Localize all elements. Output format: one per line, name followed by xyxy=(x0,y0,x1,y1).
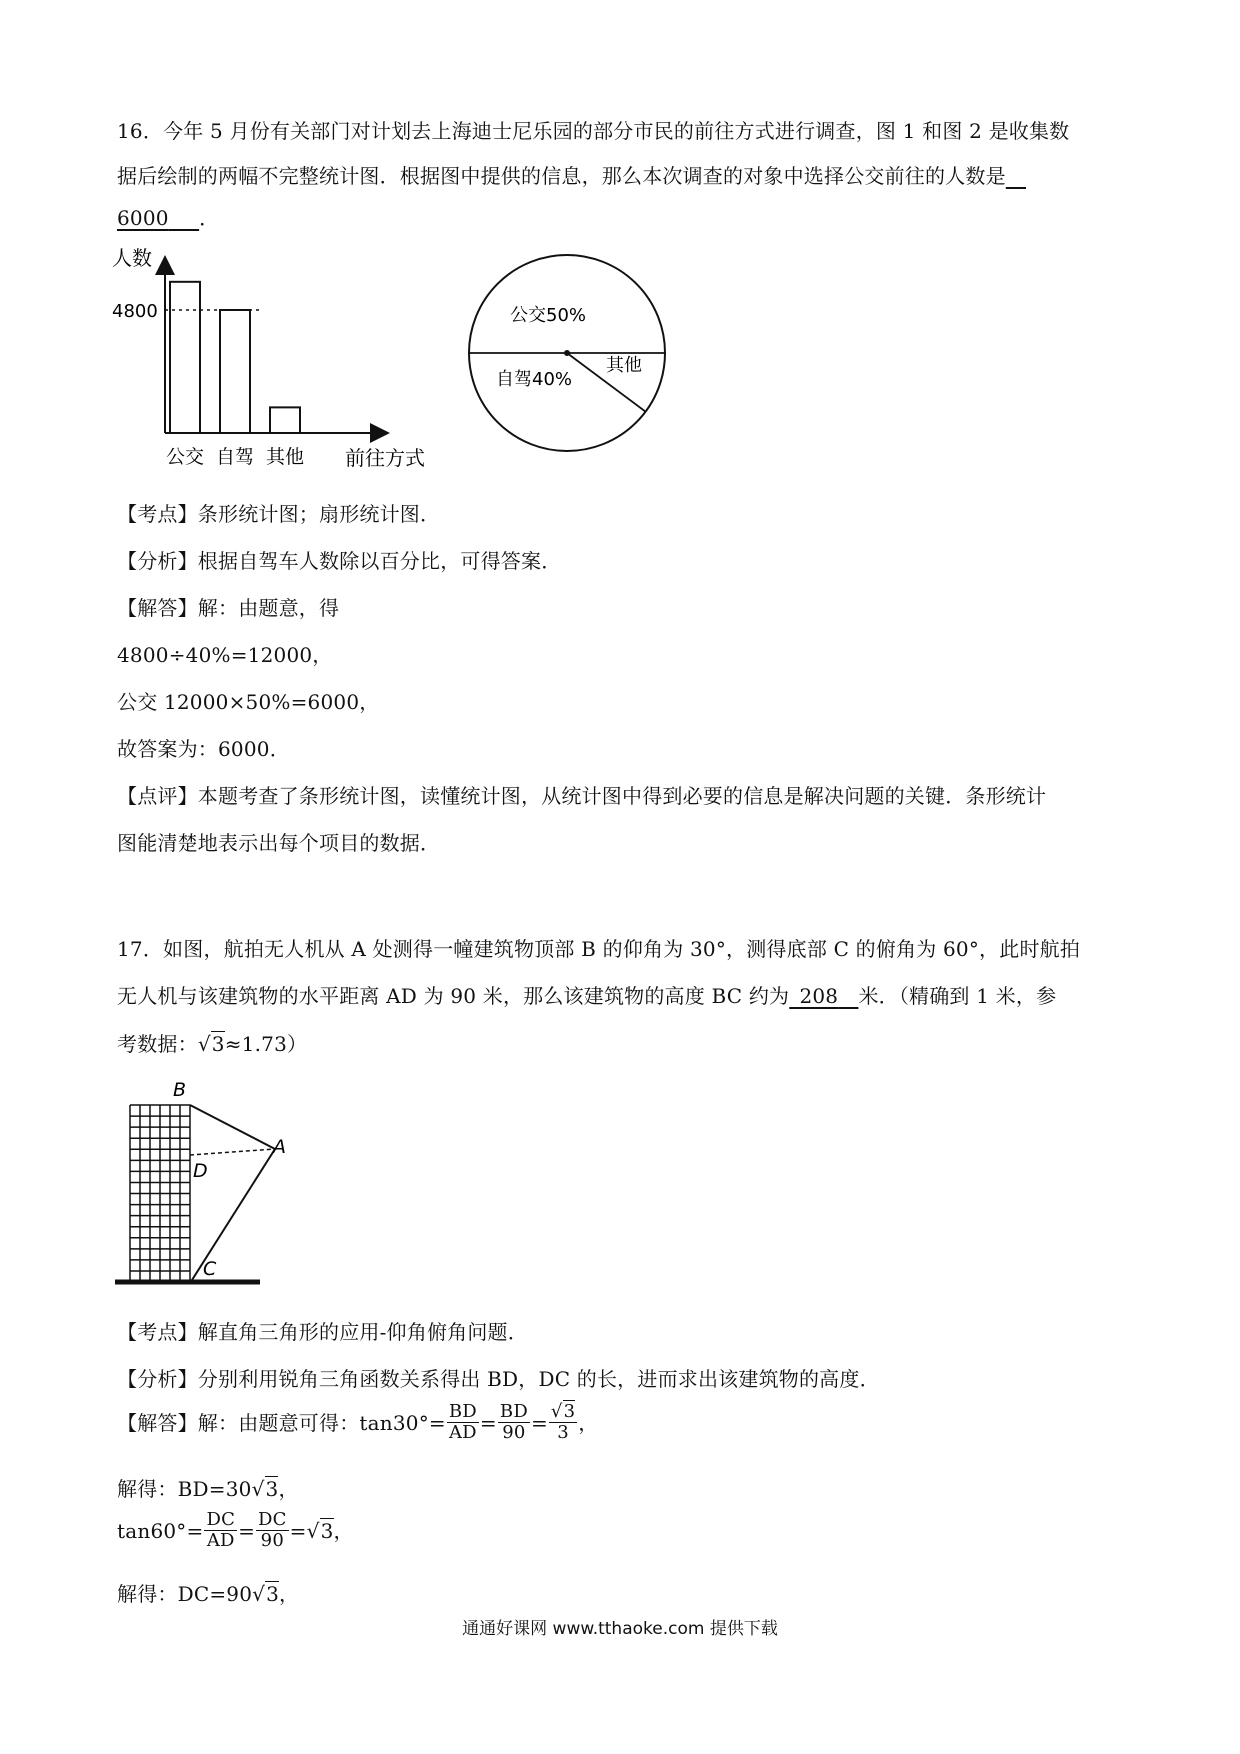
q17-line2-post: 米．（精确到 1 米，参 xyxy=(858,984,1057,1008)
frac-dc-90: $\frac{DC}{90}$ xyxy=(258,1509,287,1551)
frac-dc-ad: $\frac{DC}{AD}$ xyxy=(206,1509,236,1551)
bar-1 xyxy=(170,282,200,433)
q16-calc1: 4800÷40%=12000， xyxy=(117,643,333,667)
y-axis-label: 人数 xyxy=(112,246,152,270)
line-BA xyxy=(190,1105,275,1149)
frac-sqrt3-3: $\frac{√3}{3}$ xyxy=(550,1401,576,1443)
q17-dc-result: 解得：DC=90√3， xyxy=(117,1582,300,1606)
q16-line2-text: 据后绘制的两幅不完整统计图．根据图中提供的信息，那么本次调查的对象中选择公交前往的人数是 xyxy=(117,164,1006,188)
pie-center xyxy=(564,350,570,356)
building-figure xyxy=(110,1075,310,1295)
label-D: D xyxy=(193,1160,208,1182)
q16-jieda: 【解答】解：由题意，得 xyxy=(117,596,340,620)
bar-2 xyxy=(220,310,250,433)
label-B: B xyxy=(173,1079,187,1101)
q17-line3-post: ≈1.73） xyxy=(224,1032,308,1056)
q17-line1: 17．如图，航拍无人机从 A 处测得一幢建筑物顶部 B 的仰角为 30°，测得底部 C 的俯角为 60°，此时航拍 xyxy=(117,937,1081,961)
q16-answer: 6000 xyxy=(117,206,169,230)
q16-line1: 16．今年 5 月份有关部门对计划去上海迪士尼乐园的部分市民的前往方式进行调查，图 1 和图 2 是收集数 xyxy=(117,119,1070,143)
q17-answer: 208 xyxy=(799,984,839,1008)
sqrt-3: √3 xyxy=(197,1032,225,1056)
pie-label-drive: 自驾40% xyxy=(496,369,573,390)
label-A: A xyxy=(273,1136,286,1158)
q16-fenxi: 【分析】根据自驾车人数除以百分比，可得答案． xyxy=(117,549,562,573)
x-tick-label: 自驾 xyxy=(215,446,255,468)
q16-calc2: 公交 12000×50%=6000， xyxy=(117,690,380,714)
line-DA-dashed xyxy=(190,1149,275,1155)
y-tick-4800: 4800 xyxy=(112,301,158,322)
q17-kaodian: 【考点】解直角三角形的应用-仰角俯角问题． xyxy=(117,1320,528,1344)
x-tick-label: 公交 xyxy=(165,446,205,468)
q16-dianping1: 【点评】本题考查了条形统计图，读懂统计图，从统计图中得到必要的信息是解决问题的关键．条形统计 xyxy=(117,784,1047,808)
q17-line2 xyxy=(117,982,1056,1010)
page-footer: 通通好课网 www.tthaoke.com 提供下载 xyxy=(462,1619,778,1639)
bar-chart xyxy=(110,245,440,475)
pie-label-other: 其他 xyxy=(606,355,642,376)
q17-line3-pre: 考数据： xyxy=(117,1032,198,1056)
pie-label-bus: 公交50% xyxy=(510,305,587,326)
q16-line3 xyxy=(117,204,219,232)
q16-period: ． xyxy=(199,206,220,230)
q16-dianping2: 图能清楚地表示出每个项目的数据． xyxy=(117,831,441,855)
label-C: C xyxy=(203,1258,217,1280)
q17-jieda-pre: 【解答】解：由题意可得：tan30°= xyxy=(117,1410,446,1435)
frac-bd-90: $\frac{BD}{90}$ xyxy=(499,1401,528,1443)
q17-tan60: tan60°= $\frac{DC}{AD}$ = $\frac{DC}{90}$ = √3 ， xyxy=(117,1509,354,1551)
q16-calc3: 故答案为：6000． xyxy=(117,737,290,761)
building-grid xyxy=(130,1105,190,1282)
bar-3 xyxy=(270,407,300,433)
q17-line3 xyxy=(117,1030,307,1058)
q17-line2-pre: 无人机与该建筑物的水平距离 AD 为 90 米，那么该建筑物的高度 BC 约为 xyxy=(117,984,790,1008)
q17-bd-result: 解得：BD=30√3， xyxy=(117,1477,299,1501)
x-axis-label: 前往方式 xyxy=(345,446,425,470)
q16-line2 xyxy=(117,162,1026,190)
q17-jieda: 【解答】解：由题意可得：tan30°= $\frac{BD}{AD}$ = $\frac{BD}{90}$ = $\frac{√3}{3}$ ， xyxy=(117,1401,599,1443)
x-tick-label: 其他 xyxy=(265,446,305,468)
pie-chart xyxy=(460,245,670,455)
q17-fenxi: 【分析】分别利用锐角三角函数关系得出 BD，DC 的长，进而求出该建筑物的高度． xyxy=(117,1367,880,1391)
q16-kaodian: 【考点】条形统计图；扇形统计图． xyxy=(117,502,441,526)
frac-bd-ad: $\frac{BD}{AD}$ xyxy=(448,1401,477,1443)
